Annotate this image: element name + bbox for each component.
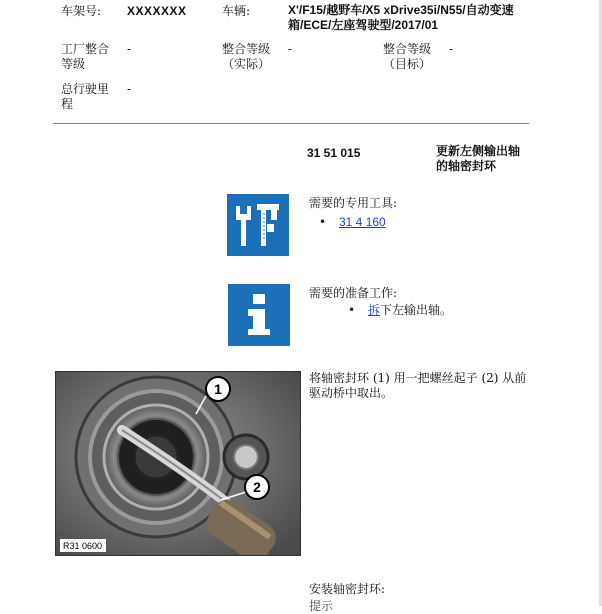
figure-caption: R31 0600 — [63, 541, 103, 551]
special-tools-heading: 需要的专用工具: — [309, 196, 398, 210]
prep-work-text: 下左输出轴。 — [380, 303, 453, 317]
doc-title: 更新左侧输出轴的轴密封环 — [436, 144, 521, 173]
prep-work-heading: 需要的准备工作: — [309, 286, 398, 300]
install-heading: 安装轴密封环: — [309, 582, 386, 596]
doc-code: 31 51 015 — [307, 146, 361, 160]
level-actual-label: 整合等级（实际） — [222, 42, 271, 71]
step-1-text: 将轴密封环 (1) 用一把螺丝起子 (2) 从前驱动桥中取出。 — [309, 371, 527, 400]
special-tool-link[interactable]: 31 4 160 — [339, 215, 386, 229]
level-actual-value: - — [288, 42, 293, 56]
vehicle-value: X'/F15/越野车/X5 xDrive35i/N55/自动变速箱/ECE/左座驾驶型/2017/01 — [288, 3, 514, 32]
mileage-label: 总行驶里程 — [61, 82, 110, 111]
special-tools-icon — [227, 194, 289, 256]
vin-value: XXXXXXX — [127, 4, 187, 18]
special-tools-bullet: • — [319, 215, 327, 229]
prep-work-item — [368, 303, 452, 318]
install-note-partial: 提示 — [309, 599, 334, 613]
factory-level-value: - — [127, 42, 132, 56]
info-icon — [228, 284, 290, 346]
mileage-value: - — [127, 82, 132, 96]
level-target-value: - — [449, 42, 454, 56]
callout-2: 2 — [253, 479, 261, 495]
callout-1: 1 — [214, 381, 222, 397]
prep-work-link[interactable]: 拆 — [368, 303, 381, 317]
procedure-figure — [55, 371, 301, 556]
factory-level-label: 工厂整合等级 — [61, 42, 110, 71]
prep-work-bullet: • — [348, 303, 356, 317]
vin-label: 车架号: — [61, 4, 102, 18]
vehicle-label: 车辆: — [222, 4, 251, 18]
header-divider — [53, 123, 529, 124]
level-target-label: 整合等级（目标） — [383, 42, 432, 71]
